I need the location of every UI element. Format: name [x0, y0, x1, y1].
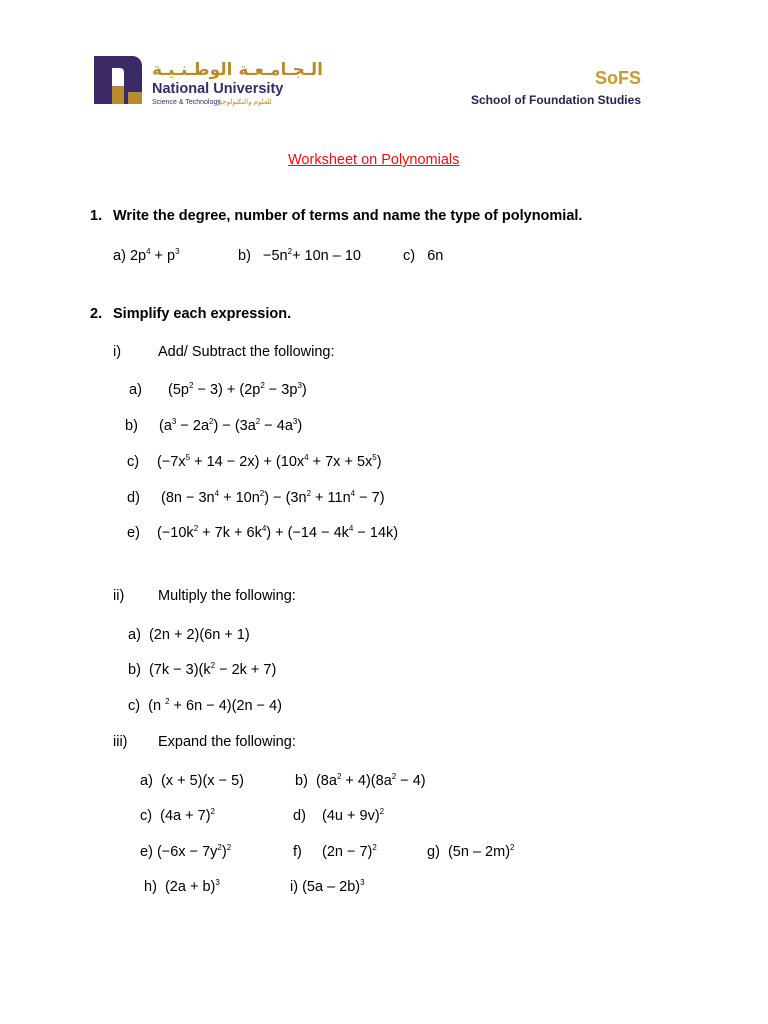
i-item-d-label: d): [127, 490, 140, 506]
iii-item-c: [140, 808, 215, 824]
exponent: 2: [226, 843, 232, 852]
exponent: 2: [287, 247, 293, 256]
expr-part: − 3p: [264, 382, 298, 398]
school-abbreviation: SoFS: [594, 68, 641, 88]
exponent: 2: [210, 807, 215, 816]
exponent: 2: [379, 807, 385, 816]
section-iii-label: iii): [113, 734, 128, 750]
exponent: 2: [391, 772, 397, 781]
university-subtitle-arabic: للعلوم والتكنولوجيا: [218, 98, 272, 106]
expr-part: ): [301, 382, 307, 398]
expr-part: (−7x: [157, 454, 186, 470]
expr-part: ): [376, 454, 382, 470]
exponent: 2: [210, 661, 216, 670]
q2-number: 2.: [90, 306, 103, 322]
expr-part: −5n: [263, 248, 288, 264]
section-ii-heading: Multiply the following:: [158, 588, 296, 604]
exponent: 4: [304, 453, 309, 462]
exponent: 2: [372, 843, 377, 852]
iii-item-h: [144, 879, 220, 895]
exponent: 2: [510, 843, 515, 852]
expr-part: + 10n: [219, 490, 260, 506]
item-label: f): [293, 844, 302, 860]
expr-part: (5p: [168, 382, 189, 398]
q1-item-c: [403, 248, 443, 264]
expr-part: (n: [148, 698, 166, 714]
expr-part: (2n − 7): [322, 844, 373, 860]
i-item-c-label: c): [127, 454, 140, 470]
iii-item-g: [427, 844, 514, 860]
item-label: d): [293, 808, 306, 824]
section-iii-heading: Expand the following:: [158, 734, 296, 750]
exponent: 3: [292, 417, 298, 426]
expr-part: (8n − 3n: [161, 490, 215, 506]
expr-part: (2n + 2)(6n + 1): [148, 627, 250, 643]
item-label: a): [113, 248, 126, 264]
i-item-a-label: a): [129, 382, 142, 398]
exponent: 2: [209, 417, 214, 426]
exponent: 2: [255, 417, 261, 426]
exponent: 4: [350, 489, 356, 498]
expr-part: (4u + 9v): [322, 808, 380, 824]
expr-part: + 10n – 10: [292, 248, 362, 264]
exponent: 2: [188, 381, 194, 390]
expr-part: (5a – 2b): [302, 879, 361, 895]
item-label: g): [427, 844, 440, 860]
i-item-b-expr: [159, 418, 302, 434]
iii-item-d: [293, 808, 384, 824]
university-name-arabic: الـجـامـعـة الوطـنـيـة: [152, 60, 323, 80]
university-subtitle: Science & Technology: [152, 99, 221, 106]
university-logo-icon: [90, 52, 146, 108]
worksheet-title: Worksheet on Polynomials: [288, 152, 460, 168]
exponent: 4: [214, 489, 220, 498]
exponent: 2: [165, 697, 170, 706]
expr-part: ) + (−14 − 4k: [266, 525, 349, 541]
exponent: 5: [185, 453, 191, 462]
i-item-e-expr: [157, 525, 398, 541]
expr-part: + 7k + 6k: [198, 525, 262, 541]
expr-part: + 11n: [311, 490, 351, 506]
i-item-d-expr: [161, 490, 385, 506]
exponent: 4: [261, 524, 267, 533]
exponent: 2: [193, 524, 199, 533]
section-ii-label: ii): [113, 588, 125, 604]
i-item-a-expr: [168, 382, 307, 398]
exponent: 4: [348, 524, 354, 533]
item-label: i): [290, 879, 299, 895]
item-label: a): [140, 773, 153, 789]
q2-text: Simplify each expression.: [113, 306, 292, 322]
item-label: c): [128, 698, 141, 714]
expr-part: + 4)(8a: [341, 773, 392, 789]
exponent: 2: [260, 381, 265, 390]
expr-part: 6n: [427, 248, 444, 264]
exponent: 5: [372, 453, 377, 462]
item-label: b): [295, 773, 308, 789]
item-label: a): [128, 627, 141, 643]
q1-item-b: [238, 248, 361, 264]
expr-part: 2p: [129, 248, 147, 264]
q1-item-a: [113, 248, 180, 264]
i-item-e-label: e): [127, 525, 140, 541]
school-name: School of Foundation Studies: [471, 93, 641, 107]
item-label: h): [144, 879, 157, 895]
expr-part: (8a: [315, 773, 337, 789]
expr-part: (7k − 3)(k: [148, 662, 211, 678]
exponent: 2: [306, 489, 312, 498]
exponent: 2: [336, 772, 342, 781]
expr-part: + 14 − 2x) + (10x: [190, 454, 305, 470]
expr-part: ) − (3n: [264, 490, 307, 506]
exponent: 2: [217, 843, 222, 852]
section-i-label: i): [113, 344, 122, 360]
expr-part: (−6x − 7y: [156, 844, 218, 860]
expr-part: (5n – 2m): [447, 844, 511, 860]
expr-part: − 2k + 7): [215, 662, 277, 678]
exponent: 3: [175, 247, 180, 256]
expr-part: − 3) + (2p: [193, 382, 261, 398]
i-item-c-expr: [157, 454, 382, 470]
iii-item-i: [290, 879, 365, 895]
iii-item-b: [295, 773, 426, 789]
exponent: 3: [360, 878, 365, 887]
ii-item-c: [128, 698, 282, 714]
expr-part: + 7x + 5x: [308, 454, 373, 470]
item-label: c): [403, 248, 416, 264]
item-label: c): [140, 808, 153, 824]
expr-part: (x + 5)(x − 5): [160, 773, 244, 789]
item-label: b): [128, 662, 141, 678]
section-i-heading: Add/ Subtract the following:: [158, 344, 335, 360]
item-label: e): [140, 844, 153, 860]
ii-item-a: [128, 627, 250, 643]
expr-part: ): [297, 418, 303, 434]
expr-part: − 4a: [260, 418, 293, 434]
exponent: 4: [146, 247, 151, 256]
expr-part: − 14k): [353, 525, 399, 541]
iii-item-a: [140, 773, 244, 789]
exponent: 3: [171, 417, 177, 426]
item-label: b): [238, 248, 251, 264]
expr-part: − 2a: [176, 418, 210, 434]
expr-part: − 4): [396, 773, 426, 789]
expr-part: (a: [159, 418, 172, 434]
expr-part: (4a + 7): [160, 808, 211, 824]
exponent: 3: [215, 878, 220, 887]
exponent: 3: [297, 381, 302, 390]
i-item-b-label: b): [125, 418, 138, 434]
expr-part: ): [221, 844, 227, 860]
expr-part: (−10k: [157, 525, 194, 541]
expr-part: (2a + b): [164, 879, 216, 895]
ii-item-b: [128, 662, 276, 678]
q1-number: 1.: [90, 208, 103, 224]
expr-part: + 6n − 4)(2n − 4): [169, 698, 282, 714]
iii-item-e: [140, 844, 231, 860]
q1-text: Write the degree, number of terms and name the type of polynomial.: [113, 208, 583, 224]
exponent: 2: [259, 489, 265, 498]
university-name: National University: [152, 81, 284, 97]
expr-part: ) − (3a: [213, 418, 256, 434]
iii-item-f: [293, 844, 377, 860]
expr-part: + p: [150, 248, 176, 264]
expr-part: − 7): [355, 490, 385, 506]
